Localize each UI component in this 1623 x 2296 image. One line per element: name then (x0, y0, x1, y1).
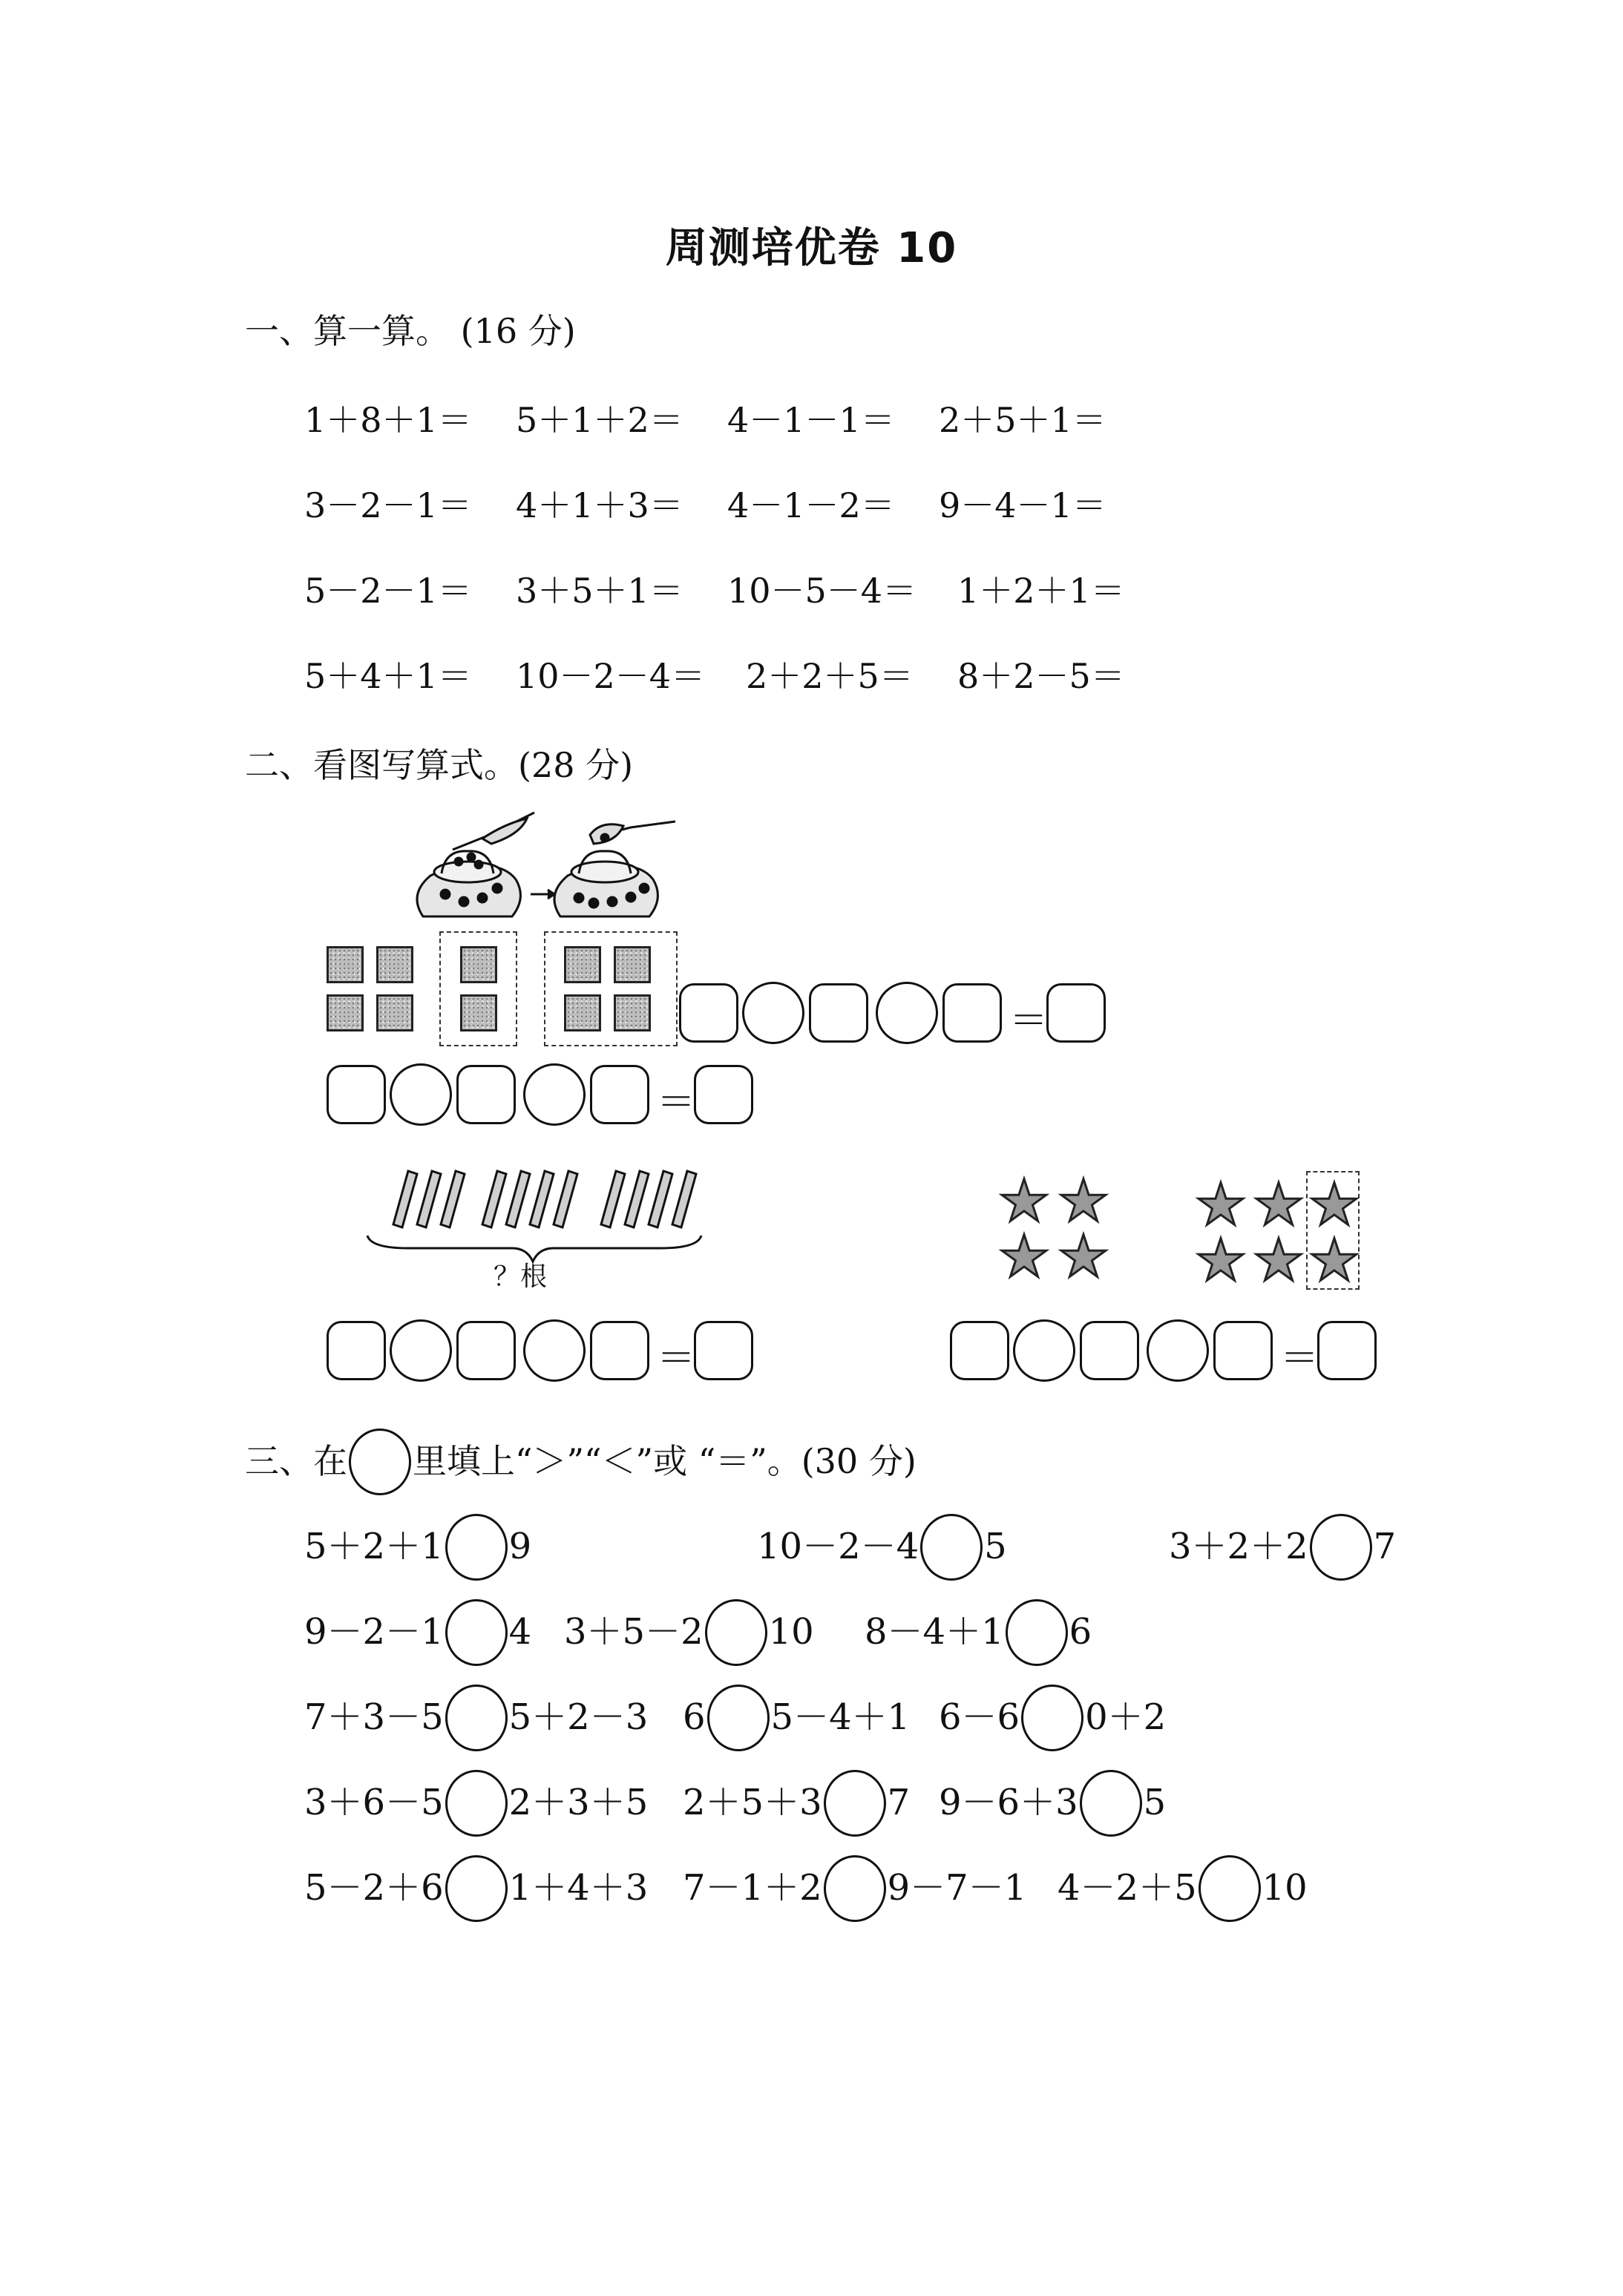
calc-item: 5＋4＋1＝ (304, 656, 472, 696)
calc-item: 10－5－4＝ (727, 571, 917, 611)
page-title: 周测培优卷 10 (665, 224, 958, 272)
star-icon: ★ (1058, 1168, 1109, 1235)
calc-item: 5－2－1＝ (304, 571, 472, 611)
operator-circle[interactable] (1013, 1319, 1075, 1382)
compare-item (757, 1514, 1007, 1581)
section3-heading-post: 里填上“＞”“＜”或 “＝”。(30 分) (413, 1441, 917, 1481)
compare-right: 2＋3＋5 (508, 1782, 649, 1823)
answer-box[interactable] (1080, 1321, 1139, 1380)
equals-sign: ＝ (1280, 1336, 1319, 1381)
section1-heading: 一、算一算。 (16 分) (245, 311, 576, 351)
compare-right: 9－7－1 (887, 1867, 1027, 1909)
compare-item (564, 1599, 814, 1666)
operator-circle[interactable] (390, 1063, 452, 1126)
compare-right: 10 (1262, 1867, 1308, 1909)
operator-circle[interactable] (742, 982, 804, 1044)
compare-right: 5＋2－3 (508, 1696, 649, 1738)
answer-box[interactable] (694, 1065, 753, 1124)
pencil-count-label: ？根 (494, 1262, 548, 1292)
compare-right: 7 (1373, 1526, 1397, 1567)
compare-circle[interactable] (707, 1685, 770, 1751)
compare-item (304, 1599, 531, 1666)
answer-box[interactable] (327, 1321, 386, 1380)
section3-heading (245, 1429, 917, 1495)
calc-item: 4－1－1＝ (727, 400, 895, 440)
calc-item: 8＋2－5＝ (957, 656, 1125, 696)
compare-circle[interactable] (824, 1770, 886, 1837)
compare-right: 10 (768, 1611, 814, 1653)
star-icon: ★ (1253, 1227, 1305, 1294)
compare-left: 5－2＋6 (304, 1867, 444, 1909)
compare-circle[interactable] (1199, 1855, 1261, 1922)
dotted-square (564, 946, 601, 983)
equals-sign: ＝ (1009, 999, 1049, 1043)
compare-item (939, 1685, 1166, 1751)
dotted-square (460, 994, 497, 1031)
dotted-square (460, 946, 497, 983)
answer-box[interactable] (1317, 1321, 1377, 1380)
compare-left: 3＋6－5 (304, 1782, 444, 1823)
compare-right: 0＋2 (1085, 1696, 1167, 1738)
calc-item: 1＋8＋1＝ (304, 400, 472, 440)
compare-item (683, 1770, 910, 1837)
operator-circle[interactable] (523, 1063, 586, 1126)
dotted-square (376, 994, 413, 1031)
compare-left: 8－4＋1 (865, 1611, 1004, 1653)
dotted-square (327, 994, 364, 1031)
compare-right: 4 (508, 1611, 532, 1653)
compare-right: 9 (508, 1526, 532, 1567)
tadpole-jars-illustration (408, 805, 690, 931)
answer-box[interactable] (327, 1065, 386, 1124)
compare-right: 1＋4＋3 (508, 1867, 649, 1909)
compare-circle[interactable] (445, 1599, 508, 1666)
compare-item (304, 1855, 648, 1922)
star-icon: ★ (998, 1224, 1050, 1290)
dotted-square (614, 994, 651, 1031)
compare-left: 4－2＋5 (1058, 1867, 1197, 1909)
compare-left: 7＋3－5 (304, 1696, 444, 1738)
compare-item (683, 1685, 910, 1751)
section2-heading: 二、看图写算式。(28 分) (245, 745, 634, 785)
answer-box[interactable] (590, 1065, 649, 1124)
star-icon: ★ (998, 1168, 1050, 1235)
star-icon: ★ (1308, 1227, 1360, 1294)
answer-box[interactable] (942, 983, 1002, 1043)
compare-left: 6－6 (939, 1696, 1020, 1738)
compare-item (1169, 1514, 1396, 1581)
compare-item (304, 1514, 531, 1581)
compare-item (865, 1599, 1092, 1666)
compare-circle[interactable] (445, 1514, 508, 1581)
equals-sign: ＝ (657, 1336, 696, 1381)
compare-left: 3＋2＋2 (1169, 1526, 1308, 1567)
answer-box[interactable] (679, 983, 738, 1043)
compare-circle[interactable] (1310, 1514, 1372, 1581)
compare-circle[interactable] (705, 1599, 767, 1666)
compare-circle[interactable] (1021, 1685, 1083, 1751)
compare-item (304, 1770, 648, 1837)
answer-box[interactable] (590, 1321, 649, 1380)
section3-heading-pre: 三、在 (245, 1441, 347, 1481)
dotted-square (564, 994, 601, 1031)
compare-left: 7－1＋2 (683, 1867, 822, 1909)
compare-right: 5－4＋1 (770, 1696, 911, 1738)
answer-box[interactable] (950, 1321, 1009, 1380)
calc-item: 5＋1＋2＝ (516, 400, 683, 440)
star-icon: ★ (1195, 1227, 1247, 1294)
compare-circle[interactable] (1006, 1599, 1068, 1666)
compare-circle[interactable] (920, 1514, 983, 1581)
compare-circle[interactable] (445, 1770, 508, 1837)
compare-item (304, 1685, 648, 1751)
compare-item (683, 1855, 1026, 1922)
star-icon: ★ (1058, 1224, 1109, 1290)
compare-left: 5＋2＋1 (304, 1526, 444, 1567)
compare-right: 6 (1069, 1611, 1092, 1653)
star-icon: ★ (1253, 1172, 1305, 1239)
operator-circle[interactable] (390, 1319, 452, 1382)
operator-circle[interactable] (1147, 1319, 1209, 1382)
compare-left: 2＋5＋3 (683, 1782, 822, 1823)
compare-right: 5 (984, 1526, 1007, 1567)
dotted-square (614, 946, 651, 983)
calc-item: 9－4－1＝ (939, 485, 1106, 525)
compare-left: 9－6＋3 (939, 1782, 1078, 1823)
answer-box[interactable] (456, 1065, 516, 1124)
star-icon: ★ (1195, 1172, 1247, 1239)
calc-item: 1＋2＋1＝ (957, 571, 1125, 611)
compare-item (939, 1770, 1166, 1837)
answer-box[interactable] (694, 1321, 753, 1380)
operator-circle[interactable] (876, 982, 938, 1044)
compare-circle[interactable] (445, 1685, 508, 1751)
example-circle (349, 1429, 411, 1495)
answer-box[interactable] (809, 983, 868, 1043)
compare-left: 9－2－1 (304, 1611, 444, 1653)
answer-box[interactable] (456, 1321, 516, 1380)
dotted-square (327, 946, 364, 983)
calc-item: 4－1－2＝ (727, 485, 895, 525)
compare-circle[interactable] (445, 1855, 508, 1922)
calc-item: 2＋2＋5＝ (746, 656, 914, 696)
calc-item: 10－2－4＝ (516, 656, 706, 696)
star-icon: ★ (1308, 1172, 1360, 1239)
compare-circle[interactable] (1080, 1770, 1142, 1837)
compare-item (1058, 1855, 1308, 1922)
compare-circle[interactable] (824, 1855, 886, 1922)
compare-left: 10－2－4 (757, 1526, 919, 1567)
compare-right: 7 (887, 1782, 911, 1823)
answer-box[interactable] (1046, 983, 1106, 1043)
equals-sign: ＝ (657, 1080, 696, 1125)
calc-item: 2＋5＋1＝ (939, 400, 1106, 440)
calc-item: 4＋1＋3＝ (516, 485, 683, 525)
compare-left: 6 (683, 1696, 706, 1738)
dotted-square (376, 946, 413, 983)
calc-item: 3－2－1＝ (304, 485, 472, 525)
calc-item: 3＋5＋1＝ (516, 571, 683, 611)
answer-box[interactable] (1213, 1321, 1273, 1380)
compare-right: 5 (1143, 1782, 1167, 1823)
compare-left: 3＋5－2 (564, 1611, 704, 1653)
operator-circle[interactable] (523, 1319, 586, 1382)
